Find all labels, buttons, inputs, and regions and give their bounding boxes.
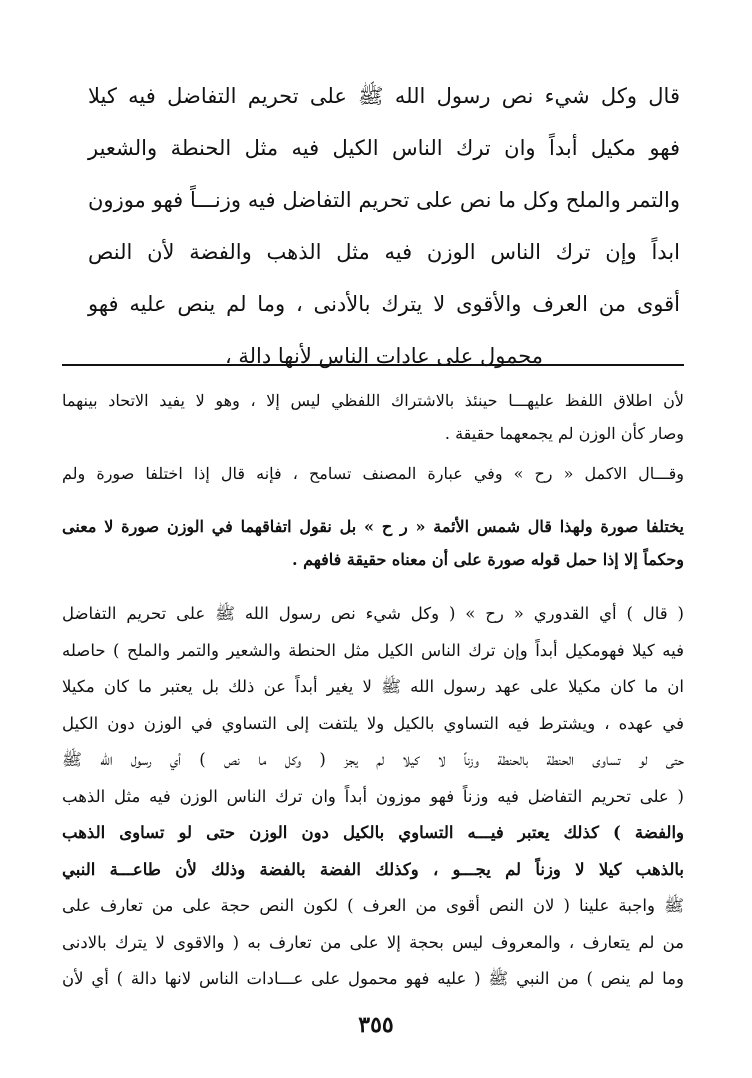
main-text-line: قال وكل شيء نص رسول الله ﷺ على تحريم التفاضل فيه كيلا xyxy=(88,84,680,108)
main-text-line: فهو مكيل أبداً وان ترك الناس الكيل فيه مثل الحنطة والشعير xyxy=(88,136,680,160)
main-text-line: والتمر والملح وكل ما نص على تحريم التفاضل فيه وزنـــاً فهو موزون xyxy=(88,188,680,212)
footnote-line: وقـــال الاكمل « رح » وفي عبارة المصنف تسامح ، فإنه قال إذا اختلفا صورة ولم xyxy=(62,464,684,483)
main-text-line: ابداً وإن ترك الناس الوزن فيه مثل الذهب والفضة لأن النص xyxy=(88,240,680,264)
commentary-line: فيه كيلا فهومكيل أبداً وإن ترك الناس الكيل مثل الحنطة والشعير والتمر والملح ) حاصله xyxy=(62,640,684,660)
page-number: ٣٥٥ xyxy=(358,1012,394,1038)
commentary-line: والفضة ) كذلك يعتبر فيـــه التساوي بالكيل دون الوزن حتى لو تساوى الذهب xyxy=(62,823,684,842)
main-text-line: أقوى من العرف والأقوى لا يترك بالأدنى ، وما لم ينص عليه فهو xyxy=(88,292,680,316)
commentary-line: وما لم ينص ) من النبي ﷺ ( عليه فهو محمول على عـــادات الناس لانها دالة ) أي لأن xyxy=(62,969,684,988)
commentary-line: ان ما كان مكيلا على عهد رسول الله ﷺ لا يغير أبداً عن ذلك بل يعتبر ما كان مكيلا xyxy=(62,677,684,696)
footnote-block-3 xyxy=(62,510,684,576)
commentary-line: من لم يتعارف ، والمعروف ليس بحجة إلا على من تعارف به ( والاقوى لا يترك بالادنى xyxy=(62,932,684,952)
commentary-block xyxy=(62,596,684,998)
commentary-line: حتى لو تساوى الحنطة بالحنطة وزناً لا كيلا لم يجز ( وكل ما نص ) أي رسول الله ﷺ xyxy=(62,750,684,769)
footnote-line: وحكماً إلا إذا حمل قوله صورة على أن معناه حقيقة فافهم . xyxy=(291,550,684,569)
main-text-line: محمول على عادات الناس لأنها دالة ، xyxy=(224,344,544,368)
main-text-block xyxy=(88,70,680,382)
footnote-line: لأن اطلاق اللفظ عليهـــا حينئذ بالاشتراك اللفظي ليس إلا ، وهو لا يفيد الاتحاد بينهما xyxy=(62,391,684,410)
commentary-line: في عهده ، ويشترط فيه التساوي بالكيل ولا يلتفت إلى التساوي في الوزن دون الكيل xyxy=(62,713,684,733)
commentary-line: ﷺ واجبة علينا ( لان النص أقوى من العرف ) لكون النص حجة على من تعارف على xyxy=(62,896,684,915)
commentary-line: ( على تحريم التفاضل فيه وزناً فهو موزون أبداً وان ترك الناس الوزن فيه مثل الذهب xyxy=(62,786,684,806)
footnote-block-1 xyxy=(62,384,684,450)
footnote-block-2 xyxy=(62,457,684,490)
commentary-line: ( قال ) أي القدوري « رح » ( وكل شيء نص رسول الله ﷺ على تحريم التفاضل xyxy=(62,604,684,623)
separator-rule xyxy=(62,364,684,366)
footnote-line: يختلفا صورة ولهذا قال شمس الأئمة « ر ح » بل نقول اتفاقهما في الوزن صورة لا معنى xyxy=(62,517,684,536)
commentary-line: بالذهب كيلا لا وزناً لم يجـــو ، وكذلك الفضة بالفضة وذلك لأن طاعـــة النبي xyxy=(62,859,684,879)
footnote-line: وصار كأن الوزن لم يجمعهما حقيقة . xyxy=(444,424,684,443)
